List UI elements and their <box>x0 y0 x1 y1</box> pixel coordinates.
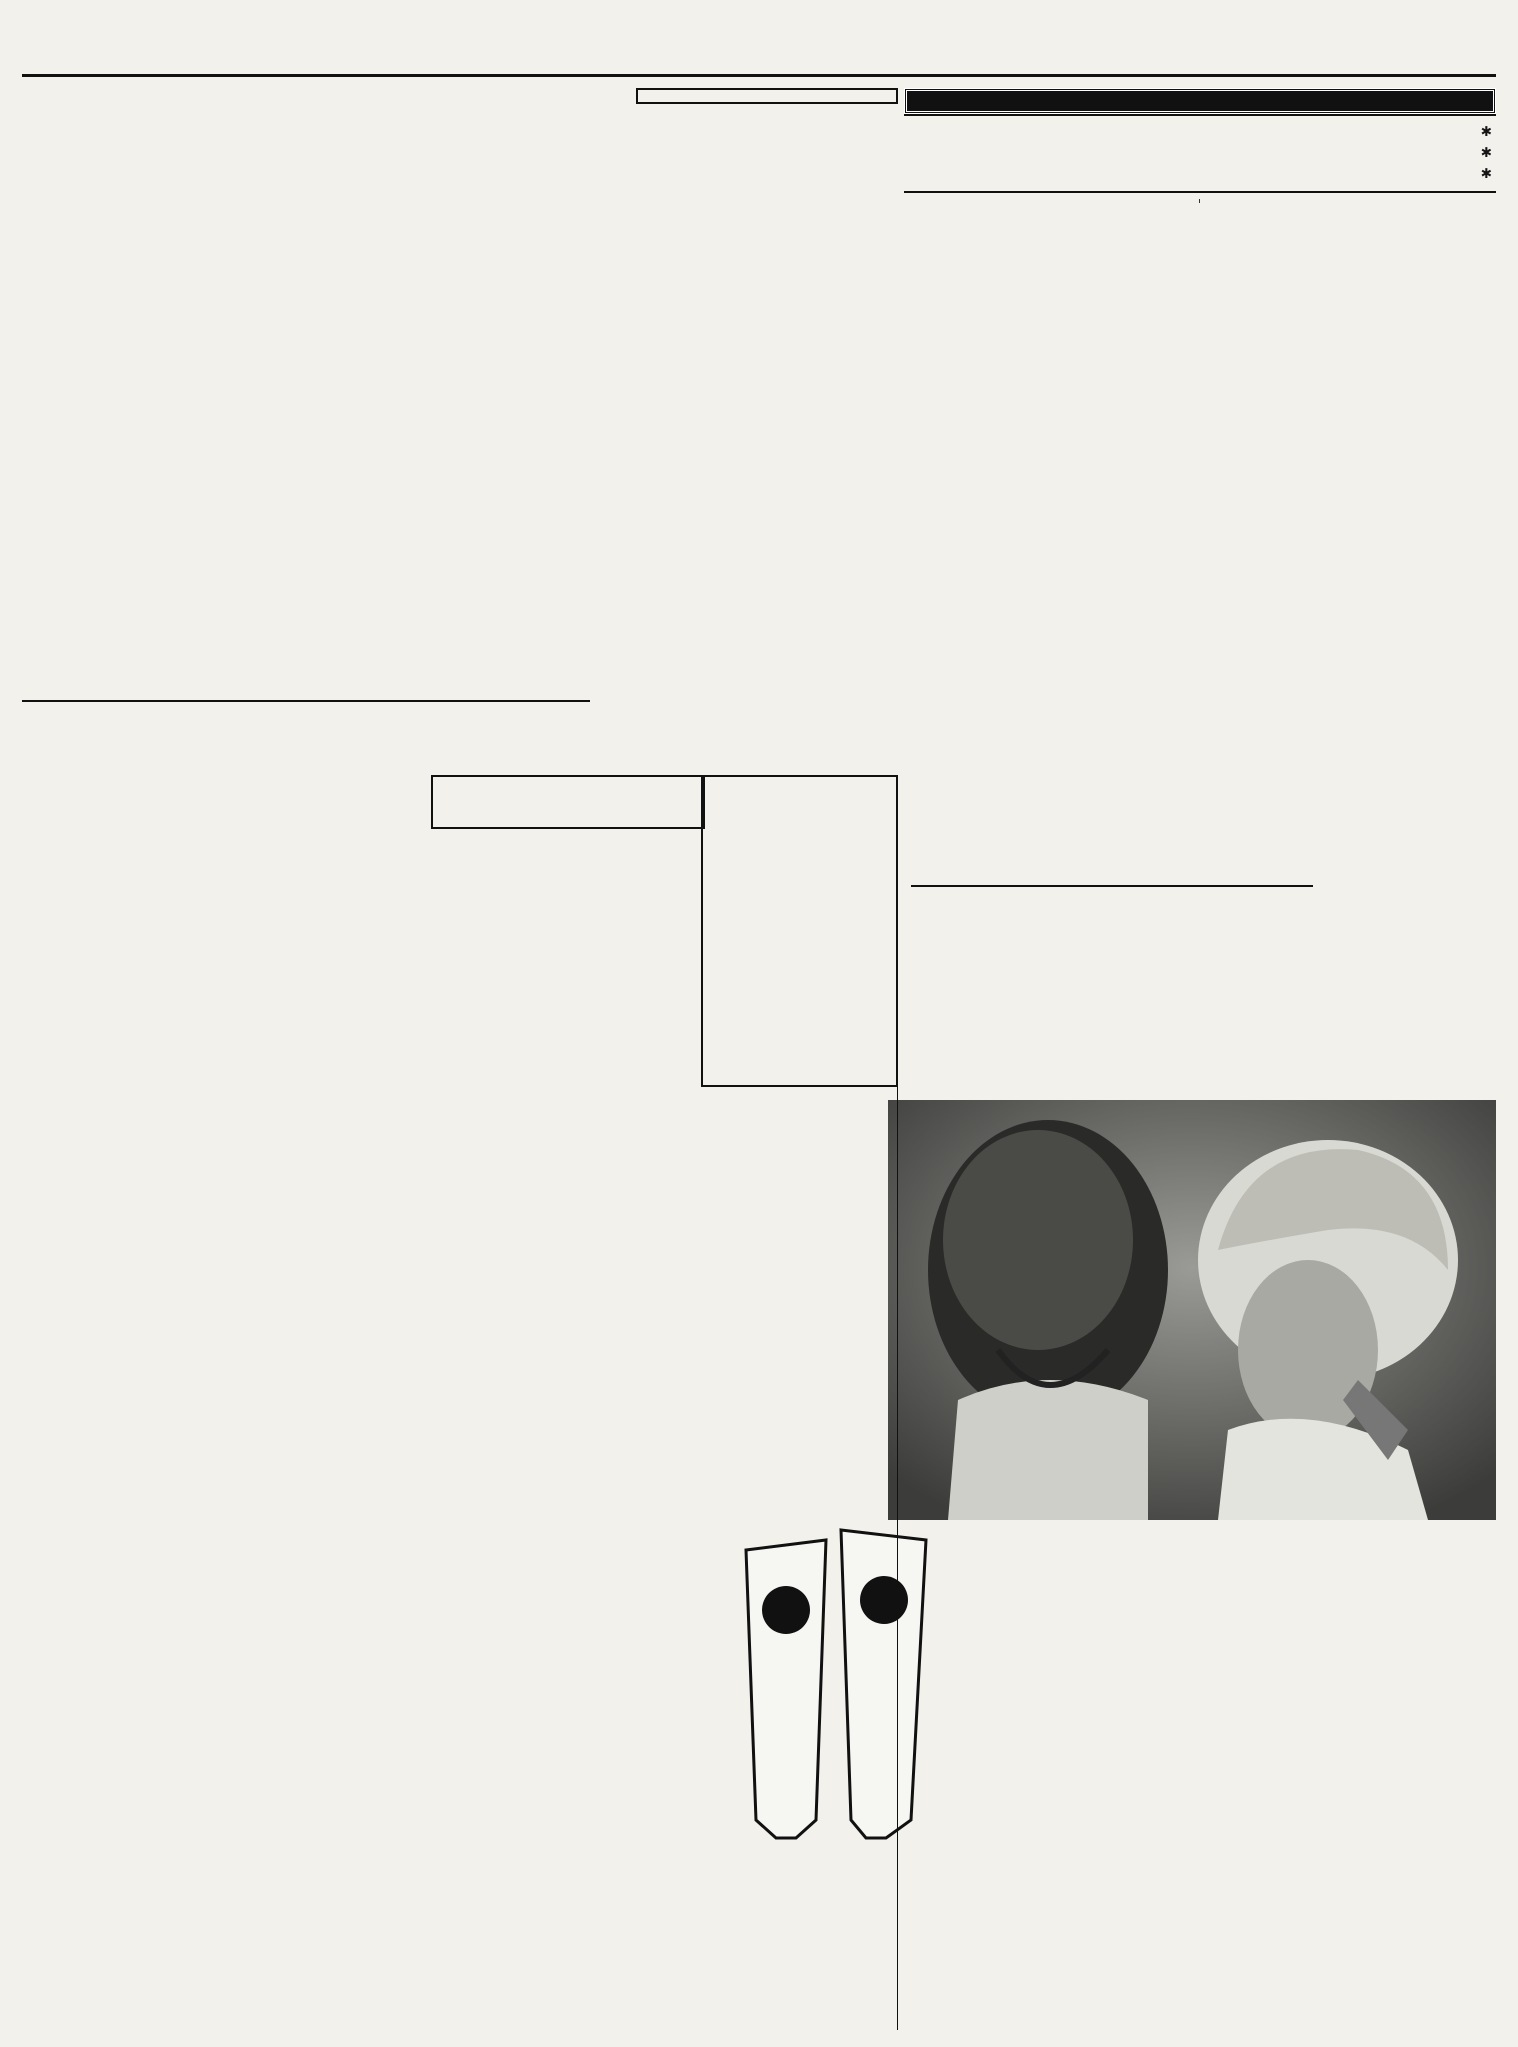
iraq-bullet: ✱ <box>1480 124 1492 140</box>
iraq-bullet: ✱ <box>1480 145 1492 161</box>
iraq-bullets <box>908 122 1492 185</box>
iraq-columns <box>904 199 1496 203</box>
condolence-column-center-top <box>435 828 705 1078</box>
iraq-article <box>904 88 1496 778</box>
iraq-bullet: ✱ <box>1480 166 1492 182</box>
condolence-header <box>431 775 705 829</box>
sugar-col-1 <box>311 92 590 96</box>
ad-text <box>936 1520 1496 1530</box>
sugar-columns <box>22 92 590 96</box>
condolence-column-center <box>421 1085 898 2030</box>
iraq-col-2 <box>904 199 1200 203</box>
cento-article <box>636 430 898 775</box>
iraq-banner <box>904 88 1496 114</box>
masthead <box>22 40 1496 77</box>
sugar-col-2 <box>22 92 301 96</box>
french-article <box>636 88 898 423</box>
sugar-article <box>22 88 590 698</box>
hair-photo <box>888 1100 1496 1520</box>
cuba-article <box>701 775 898 1087</box>
iraq-col-1 <box>1210 199 1497 203</box>
hair-photo-image <box>888 1100 1496 1520</box>
condolence-column-left <box>22 940 382 2030</box>
